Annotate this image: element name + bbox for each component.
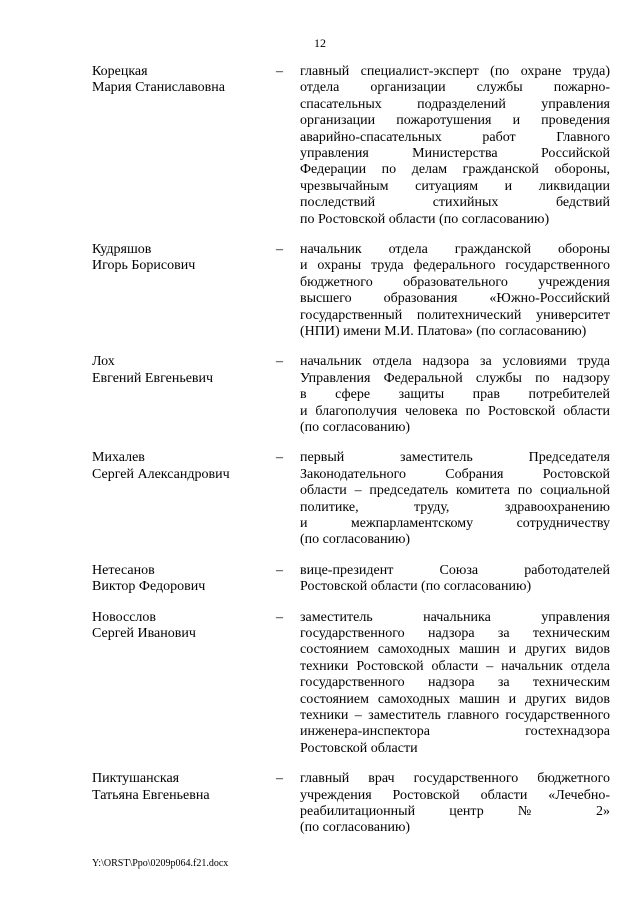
position-line: реабилитационный центр № 2» [300,804,610,819]
member-given-names: Мария Станиславовна [92,80,225,96]
member-surname: Пиктушанская [92,771,180,787]
member-surname: Нетесанов [92,562,155,578]
position-line: Ростовской области (по согласованию) [300,579,532,595]
member-position [300,64,610,228]
member-name [92,242,272,275]
separator-dash: – [276,609,283,625]
position-line: заместитель начальника управления [300,609,610,625]
position-line: государственный политехнический университет [300,307,610,323]
member-surname: Новосслов [92,609,156,625]
page-number: 12 [314,36,326,50]
position-line: начальник отдела надзора за условиями труда [300,354,610,370]
member-name [92,610,272,643]
member-given-names: Евгений Евгеньевич [92,370,214,386]
position-line: по Ростовской области (по согласованию) [300,211,550,227]
position-line: техники Ростовской области – начальник отдела [300,658,610,674]
member-name [92,450,272,483]
member-surname: Кудряшов [92,242,152,257]
separator-dash: – [276,354,283,370]
position-line: высшего образования «Южно-Российский [300,291,610,307]
position-line: состоянием самоходных машин и других видов [300,691,610,707]
position-line: организации пожаротушения и проведения [300,113,610,129]
member-given-names: Игорь Борисович [92,258,196,274]
position-line: (по согласованию) [300,532,411,548]
member-name [92,771,272,804]
position-line: техники – заместитель главного государственного [300,708,610,724]
member-name [92,354,272,387]
member-name [92,64,272,97]
member-position [300,354,610,436]
position-line: чрезвычайным ситуациям и ликвидации [300,178,610,194]
position-line: (по согласованию) [300,420,411,436]
position-line: первый заместитель Председателя [300,450,610,466]
member-position [300,610,610,758]
member-surname: Лох [92,354,115,370]
position-line: главный специалист-эксперт (по охране труда) [300,64,610,79]
separator-dash: – [276,450,283,466]
position-line: Законодательного Собрания Ростовской [300,466,610,482]
separator-dash: – [276,771,283,787]
position-line: и межпарламентскому сотрудничеству [300,516,610,532]
position-line: политике, труду, здравоохранению [300,499,610,515]
position-line: главный врач государственного бюджетного [300,771,610,787]
position-line: Ростовской области [300,740,418,756]
separator-dash: – [276,64,283,79]
position-line: аварийно-спасательных работ Главного [300,129,610,145]
member-name [92,563,272,596]
member-surname: Корецкая [92,64,148,79]
position-line: в сфере защиты прав потребителей [300,387,610,403]
position-line: начальник отдела гражданской обороны [300,242,610,257]
position-line: Федерации по делам гражданской обороны, [300,162,610,178]
member-given-names: Сергей Иванович [92,626,196,641]
position-line: (по согласованию) [300,820,411,836]
position-line: вице-президент Союза работодателей [300,562,610,578]
position-line: области – председатель комитета по социальной [300,483,610,499]
position-line: управления Министерства Российской [300,146,610,162]
position-line: инженера-инспектора гостехнадзора [300,724,610,740]
position-line: государственного надзора за техническим [300,675,610,691]
position-line: (НПИ) имени М.И. Платова» (по согласованию) [300,324,587,340]
member-position [300,563,610,596]
separator-dash: – [276,562,283,578]
file-path-footer: Y:\ORST\Ppo\0209p064.f21.docx [92,858,229,869]
position-line: отдела организации службы пожарно- [300,80,610,96]
position-line: и благополучия человека по Ростовской области [300,403,610,419]
member-position [300,450,610,548]
member-given-names: Сергей Александрович [92,466,230,482]
separator-dash: – [276,242,283,257]
position-line: и охраны труда федерального государственного [300,258,610,274]
position-line: последствий стихийных бедствий [300,195,610,211]
member-position [300,242,610,340]
member-position [300,771,610,837]
member-given-names: Татьяна Евгеньевна [92,787,210,803]
position-line: спасательных подразделений управления [300,96,610,112]
position-line: государственного надзора за техническим [300,626,610,641]
position-line: Управления Федеральной службы по надзору [300,370,610,386]
position-line: учреждения Ростовской области «Лечебно- [300,787,610,803]
position-line: бюджетного образовательного учреждения [300,274,610,290]
position-line: состоянием самоходных машин и других видов [300,642,610,658]
member-given-names: Виктор Федорович [92,579,206,595]
member-surname: Михалев [92,450,145,466]
